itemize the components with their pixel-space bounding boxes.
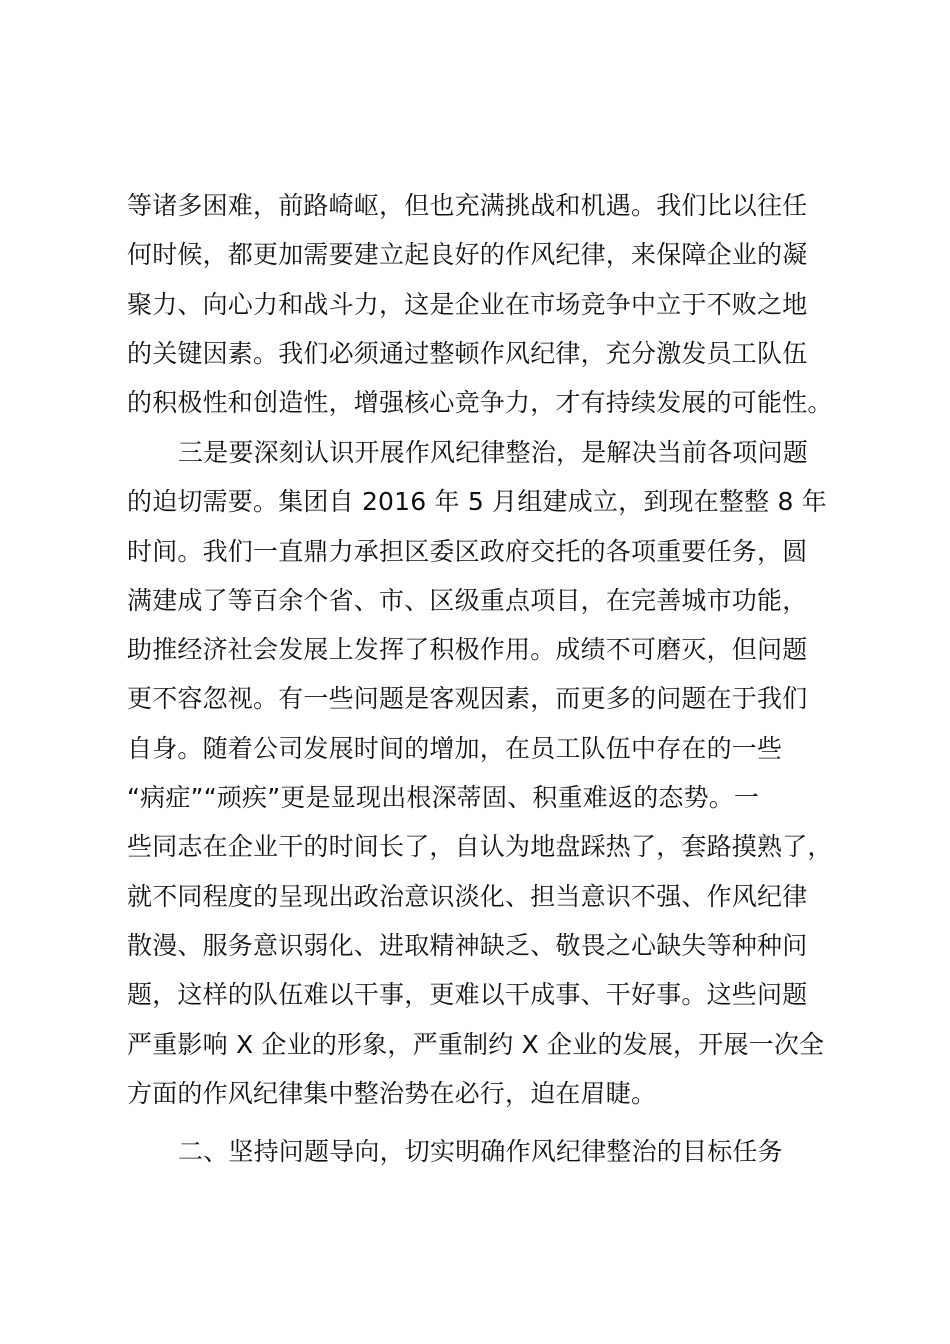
paragraph-line: 助推经济社会发展上发挥了积极作用。成绩不可磨灭，但问题 — [127, 635, 808, 665]
paragraph-line: “病症”“顽疾”更是显现出根深蒂固、积重难返的态势。一 — [127, 783, 760, 813]
section-heading: 二、坚持问题导向，切实明确作风纪律整治的目标任务 — [178, 1137, 783, 1166]
paragraph-line: 等诸多困难，前路崎岖，但也充满挑战和机遇。我们比以往任 — [127, 191, 808, 220]
paragraph-line: 方面的作风纪律集中整治势在必行，迫在眉睫。 — [127, 1078, 657, 1108]
paragraph-line: 的关键因素。我们必须通过整顿作风纪律，充分激发员工队伍 — [127, 338, 808, 368]
paragraph-first-line: 三是要深刻认识开展作风纪律整治，是解决当前各项问题 — [178, 438, 809, 467]
paragraph-three — [127, 428, 837, 1118]
paragraph-line: 散漫、服务意识弱化、进取精神缺乏、敬畏之心缺失等种种问 — [127, 930, 808, 960]
paragraph-line: 更不容忽视。有一些问题是客观因素，而更多的问题在于我们 — [127, 684, 808, 714]
paragraph-line: 时间。我们一直鼎力承担区委区政府交托的各项重要任务，圆 — [127, 536, 808, 566]
paragraph-line: 满建成了等百余个省、市、区级重点项目，在完善城市功能， — [127, 585, 808, 615]
paragraph-line: 严重影响 X 企业的形象，严重制约 X 企业的发展，开展一次全 — [127, 1029, 825, 1059]
paragraph-continued — [127, 181, 837, 427]
paragraph-line: 的迫切需要。集团自 2016 年 5 月组建成立，到现在整整 8 年 — [127, 487, 827, 517]
paragraph-line: 就不同程度的呈现出政治意识淡化、担当意识不强、作风纪律 — [127, 881, 808, 911]
paragraph-line: 题，这样的队伍难以干事，更难以干成事、干好事。这些问题 — [127, 980, 808, 1010]
paragraph-line: 些同志在企业干的时间长了，自认为地盘踩热了，套路摸熟了， — [127, 832, 833, 862]
paragraph-line: 何时候，都更加需要建立起良好的作风纪律，来保障企业的凝 — [127, 240, 808, 270]
paragraph-line: 聚力、向心力和战斗力，这是企业在市场竞争中立于不败之地 — [127, 289, 808, 319]
paragraph-line: 自身。随着公司发展时间的增加，在员工队伍中存在的一些 — [127, 733, 783, 763]
paragraph-line: 的积极性和创造性，增强核心竞争力，才有持续发展的可能性。 — [127, 388, 833, 418]
